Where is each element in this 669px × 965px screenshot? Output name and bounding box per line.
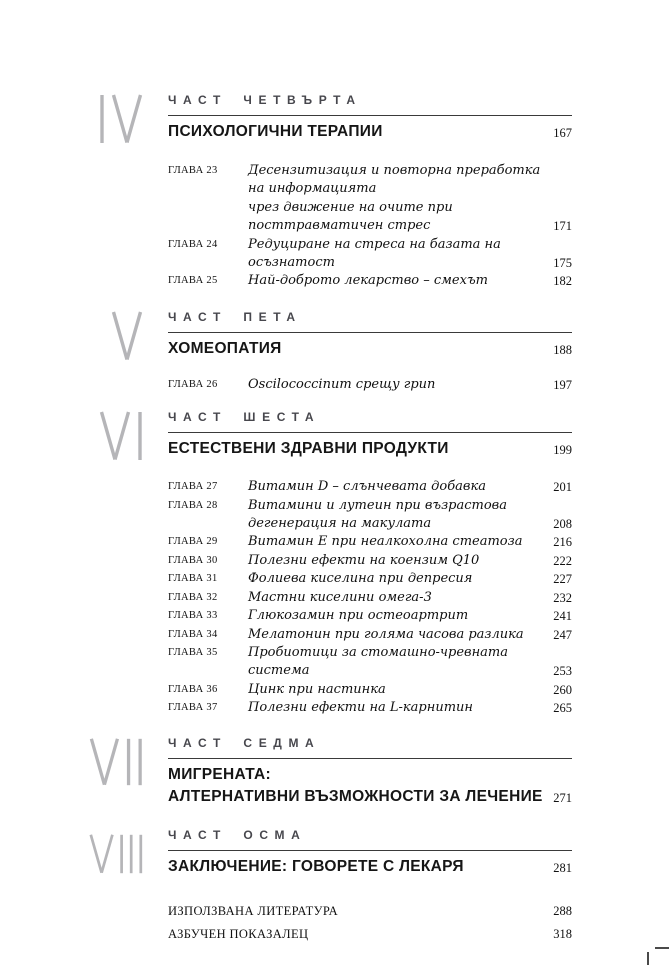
part-numeral-vi xyxy=(88,411,168,461)
chapter-page-number: 260 xyxy=(553,682,572,697)
part-body xyxy=(168,828,572,878)
table-row xyxy=(168,272,572,290)
part-kicker: ЧАСТ ШЕСТА xyxy=(168,410,321,425)
chapter-title: Полезни ефекти на L-карнитин xyxy=(248,700,473,716)
table-row xyxy=(168,478,572,496)
chapter-title: Десензитизация и повторна преработка на информацията чрез движение на очите при посттравматичен стрес xyxy=(248,163,541,234)
part-kicker: ЧАСТ ОСМА xyxy=(168,827,307,842)
table-of-contents xyxy=(88,93,572,946)
part-section-viii xyxy=(88,828,572,879)
chapter-label: ГЛАВА 29 xyxy=(168,536,218,548)
part-numeral-iv xyxy=(88,94,168,144)
chapter-page-number: 216 xyxy=(553,535,572,550)
table-row xyxy=(168,236,572,273)
part-kicker: ЧАСТ ЧЕТВЪРТА xyxy=(168,93,362,107)
part-page-number: 188 xyxy=(553,342,572,357)
part-page-number: 281 xyxy=(553,860,572,875)
part-kicker: ЧАСТ ПЕТА xyxy=(168,309,302,324)
backmatter-label: ИЗПОЛЗВАНА ЛИТЕРАТУРА xyxy=(168,903,339,918)
chapter-label: ГЛАВА 35 xyxy=(168,646,218,658)
chapter-label: ГЛАВА 31 xyxy=(168,573,218,585)
part-section-vi xyxy=(88,410,572,717)
divider-line xyxy=(168,332,572,333)
chapter-label: ГЛАВА 30 xyxy=(168,554,218,566)
part-title-row xyxy=(168,764,572,808)
divider-line xyxy=(168,432,572,433)
table-row xyxy=(168,681,572,699)
divider-line xyxy=(168,758,572,759)
part-body xyxy=(168,410,572,717)
chapter-page-number: 201 xyxy=(553,480,572,495)
table-row xyxy=(168,376,572,394)
part-title-row xyxy=(168,121,572,143)
part-page-number: 271 xyxy=(553,790,572,805)
part-title: МИГРЕНАТА: АЛТЕРНАТИВНИ ВЪЗМОЖНОСТИ ЗА ЛЕЧЕНИЕ xyxy=(168,765,543,805)
chapter-label: ГЛАВА 32 xyxy=(168,591,218,603)
chapter-page-number: 171 xyxy=(553,219,572,234)
part-title: ПСИХОЛОГИЧНИ ТЕРАПИИ xyxy=(168,123,383,140)
part-title: ХОМЕОПАТИЯ xyxy=(168,339,282,357)
crop-mark-horizontal xyxy=(655,947,669,949)
table-row xyxy=(168,699,572,717)
part-numeral-v xyxy=(88,311,168,361)
part-title-row xyxy=(168,438,572,460)
chapter-page-number: 208 xyxy=(553,517,572,532)
part-page-number: 199 xyxy=(553,443,572,458)
part-body xyxy=(168,93,572,291)
backmatter-label: АЗБУЧЕН ПОКАЗАЛЕЦ xyxy=(168,926,309,941)
table-row xyxy=(168,923,572,946)
backmatter-page-number: 318 xyxy=(553,926,572,941)
chapter-title: Oscilococcinum срещу грип xyxy=(248,376,436,392)
part-page-number: 167 xyxy=(553,126,572,140)
part-title: ЗАКЛЮЧЕНИЕ: ГОВОРЕТЕ С ЛЕКАРЯ xyxy=(168,857,464,875)
chapter-label: ГЛАВА 34 xyxy=(168,628,218,640)
chapter-page-number: 265 xyxy=(553,701,572,716)
chapter-list xyxy=(168,162,572,291)
table-row xyxy=(168,589,572,607)
chapter-page-number: 175 xyxy=(553,256,572,271)
chapter-label: ГЛАВА 25 xyxy=(168,275,218,287)
chapter-title: Полезни ефекти на коензим Q10 xyxy=(248,552,480,568)
part-numeral-viii xyxy=(88,829,168,879)
part-title: ЕСТЕСТВЕНИ ЗДРАВНИ ПРОДУКТИ xyxy=(168,440,449,458)
chapter-label: ГЛАВА 24 xyxy=(168,238,218,250)
crop-mark-vertical xyxy=(647,952,649,965)
chapter-title: Мастни киселини омега-3 xyxy=(248,589,432,605)
backmatter-spacer xyxy=(88,900,168,946)
chapter-title: Пробиотици за стомашно-чревната система xyxy=(248,644,508,679)
part-section-v xyxy=(88,310,572,394)
part-kicker: ЧАСТ СЕДМА xyxy=(168,735,321,750)
chapter-title: Витамин D – слънчевата добавка xyxy=(248,479,486,495)
chapter-title: Глюкозамин при остеоартрит xyxy=(248,608,469,624)
chapter-title: Цинк при настинка xyxy=(248,681,386,697)
chapter-label: ГЛАВА 33 xyxy=(168,610,218,622)
chapter-page-number: 197 xyxy=(553,377,572,392)
chapter-title: Редуциране на стреса на базата на осъзнатост xyxy=(248,236,501,271)
backmatter-rows xyxy=(168,900,572,946)
chapter-page-number: 253 xyxy=(553,664,572,679)
chapter-label: ГЛАВА 36 xyxy=(168,683,218,695)
chapter-list xyxy=(168,478,572,717)
chapter-page-number: 182 xyxy=(553,274,572,289)
table-row xyxy=(168,900,572,923)
chapter-label: ГЛАВА 37 xyxy=(168,702,218,714)
chapter-page-number: 247 xyxy=(553,627,572,642)
chapter-label: ГЛАВА 28 xyxy=(168,499,218,511)
backmatter-page-number: 288 xyxy=(553,903,572,918)
divider-line xyxy=(168,850,572,851)
chapter-page-number: 232 xyxy=(553,590,572,605)
part-body xyxy=(168,310,572,394)
table-row xyxy=(168,533,572,551)
part-section-vii xyxy=(88,736,572,808)
chapter-title: Фолиева киселина при депресия xyxy=(248,571,473,587)
part-body xyxy=(168,736,572,808)
chapter-title: Мелатонин при голяма часова разлика xyxy=(248,626,524,642)
table-row xyxy=(168,552,572,570)
part-numeral-vii xyxy=(88,737,168,787)
chapter-page-number: 241 xyxy=(553,609,572,624)
chapter-label: ГЛАВА 23 xyxy=(168,165,218,176)
chapter-label: ГЛАВА 27 xyxy=(168,481,218,493)
table-row xyxy=(168,644,572,681)
chapter-title: Витамин Е при неалкохолна стеатоза xyxy=(248,534,523,550)
part-title-row xyxy=(168,338,572,360)
table-row xyxy=(168,626,572,644)
chapter-title: Най-доброто лекарство – смехът xyxy=(248,273,488,289)
table-row xyxy=(168,162,572,236)
chapter-page-number: 227 xyxy=(553,572,572,587)
chapter-title: Витамини и лутеин при възрастова дегенерация на макулата xyxy=(248,497,507,532)
chapter-label: ГЛАВА 26 xyxy=(168,378,218,390)
backmatter-section xyxy=(88,900,572,946)
table-row xyxy=(168,570,572,588)
table-row xyxy=(168,497,572,534)
divider-line xyxy=(168,115,572,116)
table-row xyxy=(168,607,572,625)
part-section-iv xyxy=(88,93,572,291)
chapter-list xyxy=(168,376,572,394)
chapter-page-number: 222 xyxy=(553,553,572,568)
part-title-row xyxy=(168,856,572,878)
